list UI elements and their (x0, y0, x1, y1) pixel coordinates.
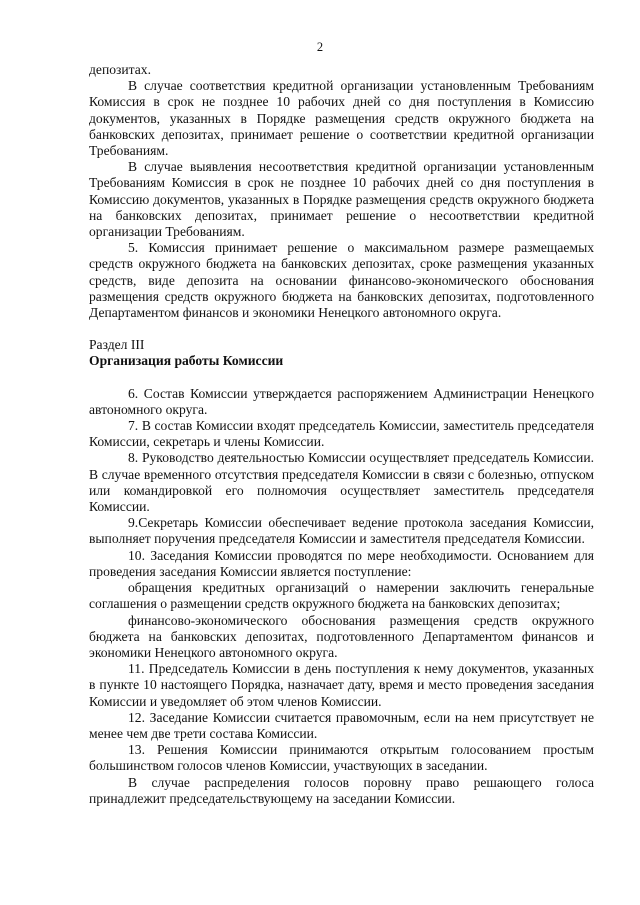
spacer (89, 321, 594, 337)
paragraph-item-5: 5. Комиссия принимает решение о максимальном размере размещаемых средств окружного бюджета на банковских депозитах, сроке размещения указанных средств, виде депозита на основании финансово-экономического обоснования размещения средств окружного бюджета на банковских депозитах, подготовленного Департаментом финансов и экономики Ненецкого автономного округа. (89, 240, 594, 321)
paragraph-item-13-tie: В случае распределения голосов поровну право решающего голоса принадлежит председательствующему на заседании Комиссии. (89, 774, 594, 806)
paragraph-item-11: 11. Председатель Комиссии в день поступления к нему документов, указанных в пункте 10 настоящего Порядка, назначает дату, время и место проведения заседания Комиссии и уведомляет об этом членов Комиссии. (89, 661, 594, 709)
paragraph-item-7: 7. В состав Комиссии входят председатель Комиссии, заместитель председателя Комиссии, секретарь и члены Комиссии. (89, 418, 594, 450)
spacer (89, 370, 594, 386)
paragraph-item-10-b: финансово-экономического обоснования размещения средств окружного бюджета на банковских депозитах, подготовленного Департаментом финансов и экономики Ненецкого автономного округа. (89, 612, 594, 660)
paragraph-item-6: 6. Состав Комиссии утверждается распоряжением Администрации Ненецкого автономного округа. (89, 385, 594, 417)
paragraph-item-10-a: обращения кредитных организаций о намерении заключить генеральные соглашения о размещении средств окружного бюджета на банковских депозитах; (89, 580, 594, 612)
section-heading: Раздел III (89, 337, 145, 353)
paragraph-compliance: В случае соответствия кредитной организации установленным Требованиям Комиссия в срок не позднее 10 рабочих дней со дня поступления в Комиссию документов, указанных в Порядке размещения средств окружного бюджета на банковских депозитах, принимает решение о соответствии кредитной организации Требованиям. (89, 78, 594, 159)
document-body (89, 62, 594, 807)
paragraph-item-12: 12. Заседание Комиссии считается правомочным, если на нем присутствует не менее чем две трети состава Комиссии. (89, 709, 594, 741)
paragraph-noncompliance: В случае выявления несоответствия кредитной организации установленным Требованиям Комиссия в срок не позднее 10 рабочих дней со дня поступления в Комиссию документов, указанных в Порядке размещения средств окружного бюджета на банковских депозитах, принимает решение о несоответствии кредитной организации Требованиям. (89, 159, 594, 240)
paragraph-item-13: 13. Решения Комиссии принимаются открытым голосованием простым большинством голосов членов Комиссии, участвующих в заседании. (89, 742, 594, 774)
paragraph-item-10: 10. Заседания Комиссии проводятся по мере необходимости. Основанием для проведения заседания Комиссии является поступление: (89, 547, 594, 579)
section-title: Организация работы Комиссии (89, 353, 284, 369)
paragraph-item-8: 8. Руководство деятельностью Комиссии осуществляет председатель Комиссии. В случае временного отсутствия председателя Комиссии в связи с болезнью, отпуском или командировкой его полномочия осуществляет заместитель председателя Комиссии. (89, 450, 594, 515)
paragraph-item-9: 9.Секретарь Комиссии обеспечивает ведение протокола заседания Комиссии, выполняет поручения председателя Комиссии и заместителя председателя Комиссии. (89, 515, 594, 547)
page-number: 2 (316, 40, 324, 54)
paragraph-continuation: депозитах. (89, 62, 152, 77)
